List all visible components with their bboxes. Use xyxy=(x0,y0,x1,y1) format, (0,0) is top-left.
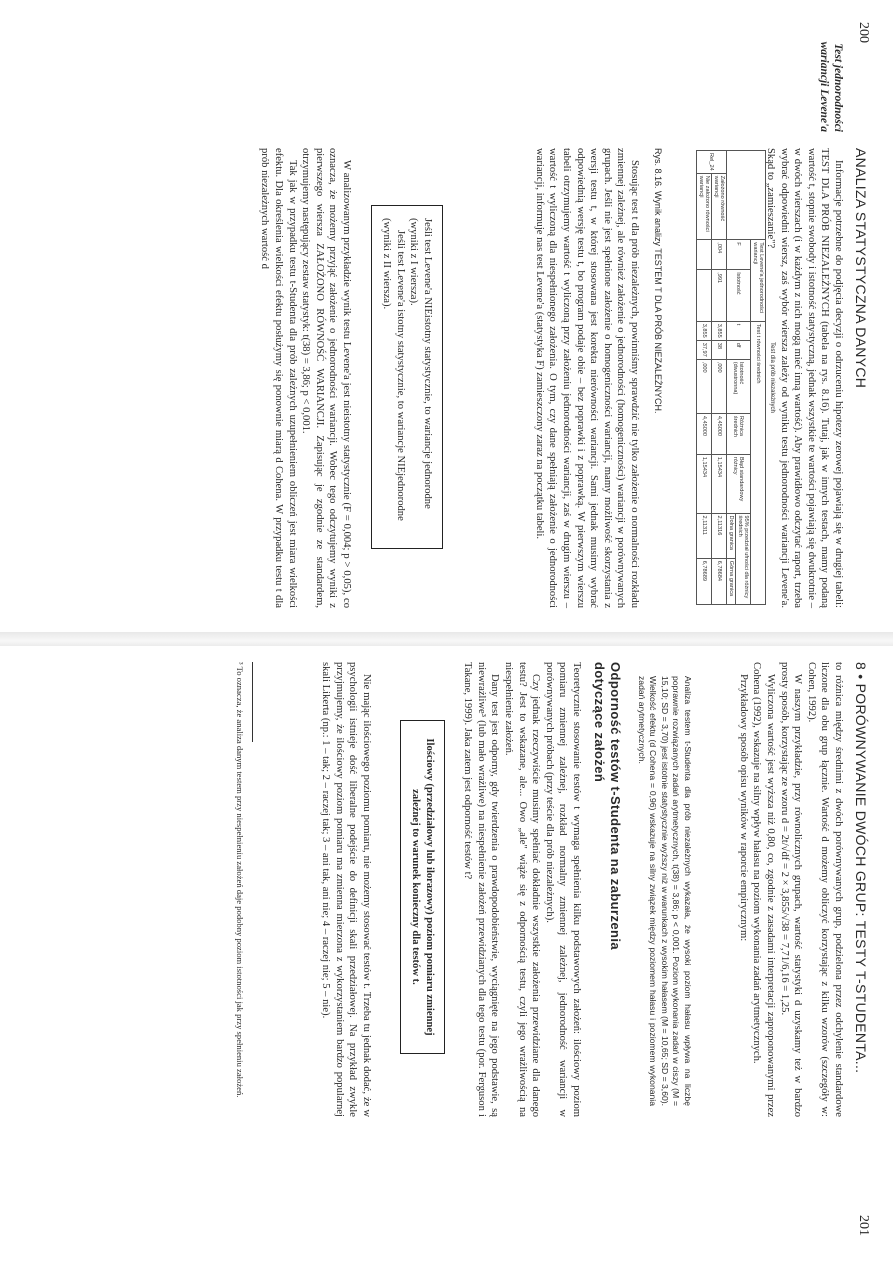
footnote: ³ To oznacza, że analiza danym testem przy niespełnieniu założeń daje podobny poziom istotności jak przy spełnieniu założeń. xyxy=(235,662,245,1098)
table-cell: 4,45000 xyxy=(712,413,727,454)
left-page xyxy=(0,0,893,630)
section-title xyxy=(591,662,623,1117)
paragraph: Wyliczona wartość jest wyższa niż 0,80, co, zgodnie z zasadami interpretacji zaproponowanymi przez Cohena (1992), wskazuje na silny wpływ hałasu na poziom wykonania zadań arytmetycznych. xyxy=(751,662,777,1117)
box-line: Ilościowy (przedziałowy lub ilorazowy) poziom pomiaru zmiennej zależnej to warunek konieczny dla testów t. xyxy=(410,738,435,1036)
table-cell: 6,78689 xyxy=(697,558,712,604)
running-header: 8 • PORÓWNYWANIE DWÓCH GRUP: TESTY T-STUDENTA... xyxy=(853,662,869,1074)
table-row xyxy=(712,151,727,605)
intro-paragraph xyxy=(736,662,845,1117)
page-number: 200 xyxy=(856,22,871,43)
figure-caption: Rys. 8.16. Wynik analizy TESTEM T DLA PRÓB NIEZALEŻNYCH. xyxy=(653,148,663,414)
table-cell: ,000 xyxy=(712,359,727,413)
table-cell: 37,97 xyxy=(697,340,712,359)
table-cell: 3,855 xyxy=(712,321,727,340)
table-group-header: 95% przedział ufności dla różnicy średnich xyxy=(736,513,751,604)
results-table xyxy=(696,150,766,605)
table-col-header: Błąd standardowy różnicy xyxy=(727,454,751,513)
book-gutter xyxy=(0,632,893,646)
paragraph: to różnica między średnimi z dwóch porównywanych grup, podzielona przez odchylenie standardowe liczone dla obu grup łącznie. Wartość d możemy obliczyć korzystając z kilku wzorów (szczegóły w: Cohen, 1992). xyxy=(805,662,844,1117)
paragraph: Nie mając ilościowego poziomu pomiaru, nie możemy stosować testów t. Trzeba tu jednak dodać, że w psychologii istnieje dość liberalne podejście do definicji skali przedziałowej. Na przykład zwykle przyjmujemy, że ilościowy poziom pomiaru ma zmienna mierzona z wykorzystaniem bardzo popularnej skali Likerta (np.: 1 – tak; 2 – raczej tak; 3 – ani tak, ani nie; 4 – raczej nie; 5 – nie). xyxy=(320,662,372,1117)
table-group-header: Test Levene'a jednorodności wariancji xyxy=(751,240,766,321)
margin-note-line: Test jednorodności xyxy=(832,43,844,132)
table-corner xyxy=(727,151,766,240)
section-title-line: dotyczące założeń xyxy=(592,662,607,783)
paragraph: Czy jednak rzeczywiście musimy spełniać dokładnie wszystkie założenia przewidziane dla danego testu? Jest to wskazane, ale... Owo „ale" wiąże się z odpornością testu, czyli jego wrażliwością na niespełnienie założeń. xyxy=(503,662,542,1117)
intro-paragraph xyxy=(763,148,845,608)
table-row xyxy=(697,151,712,605)
table-cell: ,000 xyxy=(697,359,712,413)
table-col-header: Istotność (dwustronna) xyxy=(727,359,751,413)
paragraph: Stosując test t dla prób niezależnych, powinniśmy sprawdzić nie tylko założenie o normalności rozkładu zmiennej zależnej, ale również założenie o jednorodności (homogeniczności) wariancji w porównywanych grupach. Jeśli nie jest spełnione założenie o homogeniczności wariancji, mamy możliwość skorzystania z wersji testu t, w której stosowana jest korekta nierówności wariancji. Sami jednak musimy wybrać odpowiednią wersję testu t, bo program podaje obie – bez poprawki i z poprawką. W pierwszym wierszu tabeli otrzymujemy wartość t wyliczoną przy założeniu jednorodności wariancji, zaś w drugim wierszu – wartość t wyliczoną dla niespełnionego założenia. O tym, czy dane spełniają założenie o jednorodności wariancji, informuje nas test Levene'a (statystyka F) zamieszczony zaraz na początku tabeli. xyxy=(533,148,640,608)
table-cell: ,004 xyxy=(712,240,727,270)
page-number: 201 xyxy=(856,1215,871,1236)
table-cell xyxy=(697,270,712,322)
table-col-header: Dolna granica xyxy=(727,513,736,558)
table-variable: Rel_24 xyxy=(697,151,727,174)
box-line: Jeśli test Levene'a NIEistotny statystycznie, to wariancje jednorodne (wyniki z I wiersza). xyxy=(408,218,433,509)
table-col-header: Istotność xyxy=(727,270,751,322)
running-header: ANALIZA STATYSTYCZNA DANYCH xyxy=(853,148,869,389)
table-cell: ,991 xyxy=(712,270,727,322)
example-report: Analiza testem t-Studenta dla prób niezależnych wykazała, że wysoki poziom hałasu wpływa na liczbę poprawnie rozwiązanych zadań arytmetycznych, t(38) = 3,86; p < 0,001. Poziom wykonania zadań w ciszy (M = 15,10; SD = 3,70) jest istotnie statystycznie wyższy niż w warunkach z wysokim hałasem (M = 10,65; SD = 3,60). Wielkość efektu (d Cohena = 0,96) wskazuje na silny związek między poziomem hałasu i poziomem wykonania zadań arytmetycznych. xyxy=(636,676,693,1106)
paragraph: Teoretycznie stosowanie testów t wymaga spełnienia kilku podstawowych założeń: ilościowy poziom pomiaru zmiennej zależnej, rozkład normalny zmiennej zależnej, jednorodność wariancji w porównywanych próbach (przy teście dla prób niezależnych). xyxy=(543,662,582,1117)
table-group-header: Test t równości średnich xyxy=(751,321,766,604)
paragraph: W analizowanym przykładzie wynik testu Levene'a jest nieistotny statystycznie (F = 0,004; p > 0,05), co oznacza, że możemy przyjąć założenie o jednorodności wariancji. Wobec tego odczytujemy wyniki z pierwszego wiersza ZAŁOŻONO RÓWNOŚĆ WARIANCJI. Zapisując je zgodnie ze standardem, otrzymujemy następujący zestaw statystyk: t(38) = 3,86; p < 0,001. xyxy=(300,148,352,608)
margin-note-line: wariancji Levene'a xyxy=(818,41,830,132)
body-paragraph xyxy=(532,148,641,608)
table-cell: 4,45000 xyxy=(697,413,712,454)
table-figure xyxy=(696,150,775,605)
table-cell: 3,855 xyxy=(697,321,712,340)
table-cell: 6,78684 xyxy=(712,558,727,604)
paragraph: Tak jak w przypadku testu t-Studenta dla prób zależnych uzupełnieniem obliczeń jest miara wielkości efektu. Dla określenia wielkości efektu posłużymy się ponownie miarą d Cohena. W przypadku testu t dla prób niezależnych wartość d xyxy=(259,148,298,608)
rule-box xyxy=(400,720,445,1054)
paragraph: W naszym przykładzie, przy równolicznych grupach, wartość statystyki d uzyskamy też w bardzo prosty sposób, korzystając ze wzoru d = 2t/√df = 2 × 3,855/√38 = 7,71/6,16 = 1,25. xyxy=(778,662,804,1117)
footnote-rule xyxy=(252,662,253,742)
table-col-header: df xyxy=(727,340,751,359)
body-paragraph xyxy=(319,662,373,1117)
table-col-header: F xyxy=(727,240,751,270)
right-page xyxy=(0,650,893,1263)
paragraph: Informacje potrzebne do podjęcia decyzji o odrzuceniu hipotezy zerowej pojawiają się w drugiej tabeli: TEST DLA PRÓB NIEZALEŻNYCH (tabela na rys. 8.16). Tutaj, jak w innych testach, mamy podaną wartość t, stopnie swobody i istotność statystyczną, jednak wszystkie te wartości pojawiają się dwukrotnie – w dwóch wierszach (i w każdym z nich mogą mieć inną wartość). Aby prawidłowo odczytać raport, trzeba wybrać odpowiedni wiersz, zaś wybór wiersza zależy od wyniku testu jednorodności wariancji Levene'a. Skąd to „zamieszanie"? xyxy=(765,148,844,608)
box-line: Jeśli test Levene'a istotny statystycznie, to wariancje NIEjednorodne (wyniki z II wiersza). xyxy=(381,218,406,521)
table-row-label: Założono równość wariancji xyxy=(712,173,727,240)
section-title-line: Odporność testów t-Studenta na zaburzenia xyxy=(608,662,623,950)
table-col-header: Górna granica xyxy=(727,558,736,604)
table-header-row xyxy=(751,151,766,605)
table-cell: 1,15434 xyxy=(712,454,727,513)
table-cell xyxy=(697,240,712,270)
body-paragraph xyxy=(461,662,583,1117)
paragraph: Przykładowy sposób opisu wyników w raporcie empirycznym: xyxy=(737,674,749,942)
table-cell: 38 xyxy=(712,340,727,359)
table-cell: 2,11311 xyxy=(697,513,712,558)
table-col-header: t xyxy=(727,321,751,340)
table-col-header: Różnica średnich xyxy=(727,413,751,454)
table-cell: 1,15434 xyxy=(697,454,712,513)
body-paragraph xyxy=(258,148,353,608)
margin-note xyxy=(817,22,845,132)
paragraph: Dany test jest odporny, gdy twierdzenia o prawdopodobieństwie, wyciągnięte na jego podstawie, są niewrażliwe³ (lub mało wrażliwe) na niespełnienie założeń przewidzianych dla tego testu (por. Ferguson i Takane, 1999). Jaka zatem jest odporność testów t? xyxy=(462,662,501,1117)
table-cell: 2,11316 xyxy=(712,513,727,558)
rule-box xyxy=(371,205,443,549)
table-title: Test dla prób niezależnych xyxy=(769,342,775,413)
table-row-label: Nie założono równości wariancji xyxy=(697,173,712,240)
